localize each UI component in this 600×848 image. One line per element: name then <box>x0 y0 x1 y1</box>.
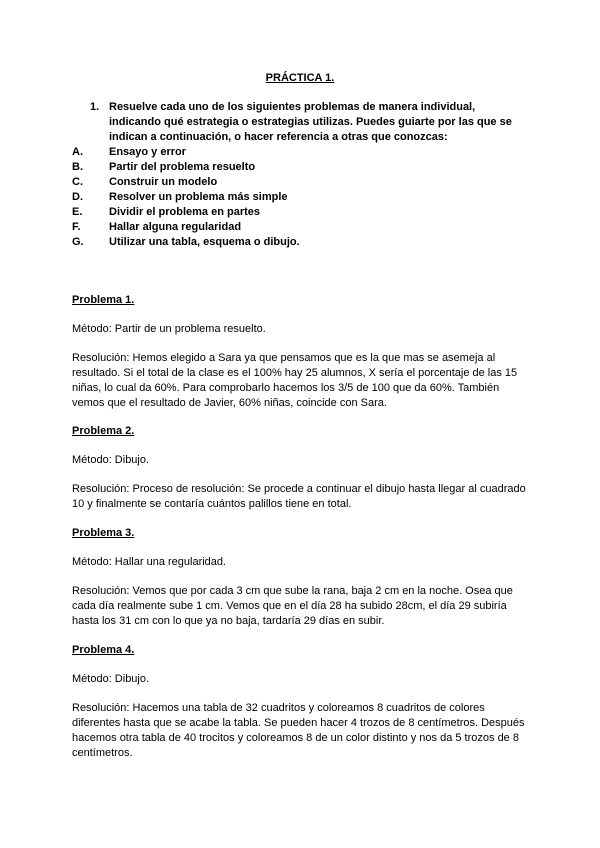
problem-4-method: Método: Dibujo. <box>72 673 150 685</box>
problem-3-method: Método: Hallar una regularidad. <box>72 556 227 568</box>
problem-2-resolution: Resolución: Proceso de resolución: Se procede a continuar el dibujo hasta llegar al cuadrado 10 y finalmente se contaría cuántos palillos tiene en total. <box>72 483 526 510</box>
strategy-letter: C. <box>72 176 83 188</box>
strategy-letter: D. <box>72 191 83 203</box>
strategy-letter: F. <box>72 221 81 233</box>
strategy-letter: G. <box>72 236 84 248</box>
problem-1-resolution: Resolución: Hemos elegido a Sara ya que pensamos que es la que mas se asemeja al resultado. Si el total de la clase es el 100% hay 25 alumnos, X sería el porcentaje de las 15 niñas, lo cual da 60%. Para comprobarlo hacemos los 3/5 de 100 que da 60%. También vemos que el resultado de Javier, 60% niñas, coincide con Sara. <box>72 352 518 409</box>
intro-number: 1. <box>90 101 100 113</box>
intro-instruction <box>72 100 528 145</box>
strategy-letter: A. <box>72 146 83 158</box>
problem-4-resolution: Resolución: Hacemos una tabla de 32 cuadritos y coloreamos 8 cuadritos de colores diferentes hasta que se acabe la tabla. Se pueden hacer 4 trozos de 8 centímetros. Después hacemos otra tabla de 40 trocitos y coloreamos 8 de un color distinto y nos da 5 trozos de 8 centímetros. <box>72 702 525 759</box>
strategy-item <box>72 160 528 175</box>
problem-3-heading: Problema 3. <box>72 527 135 539</box>
problem-1-heading: Problema 1. <box>72 294 135 306</box>
strategy-item <box>72 235 528 250</box>
strategy-item <box>72 145 528 160</box>
strategy-item <box>72 190 528 205</box>
strategy-item <box>72 220 528 235</box>
strategy-letter: E. <box>72 206 83 218</box>
page-title: PRÁCTICA 1. <box>265 72 335 84</box>
intro-text: Resuelve cada uno de los siguientes problemas de manera individual, indicando qué estrategia o estrategias utilizas. Puedes guiarte por las que se indican a continuación, o hacer referencia a otras que conozcas: <box>109 101 512 143</box>
strategy-letter: B. <box>72 161 83 173</box>
strategy-name: Ensayo y error <box>109 146 187 158</box>
problem-4-heading: Problema 4. <box>72 644 135 656</box>
strategy-name: Resolver un problema más simple <box>109 191 288 203</box>
problem-2-method: Método: Dibujo. <box>72 454 150 466</box>
strategy-name: Partir del problema resuelto <box>109 161 256 173</box>
problem-2-heading: Problema 2. <box>72 425 135 437</box>
strategy-item <box>72 175 528 190</box>
strategy-item <box>72 205 528 220</box>
problem-1-method: Método: Partir de un problema resuelto. <box>72 323 266 335</box>
strategy-list <box>72 145 528 250</box>
strategy-name: Dividir el problema en partes <box>109 206 260 218</box>
problem-3-resolution: Resolución: Vemos que por cada 3 cm que sube la rana, baja 2 cm en la noche. Osea que cada día realmente sube 1 cm. Vemos que en el día 28 ha subido 28cm, el día 29 subiría hasta los 31 cm con lo que ya no baja, tardaría 29 días en subir. <box>72 585 513 627</box>
strategy-name: Construir un modelo <box>109 176 218 188</box>
strategy-name: Utilizar una tabla, esquema o dibujo. <box>109 236 300 248</box>
strategy-name: Hallar alguna regularidad <box>109 221 242 233</box>
